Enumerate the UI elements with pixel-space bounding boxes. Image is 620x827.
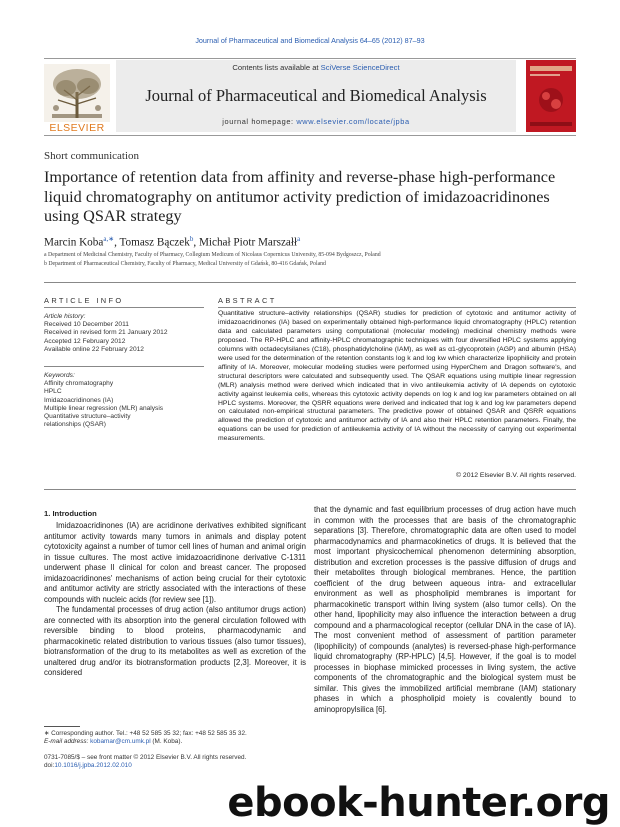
divider-rule	[44, 282, 576, 283]
history-label: Article history:	[44, 313, 86, 320]
abstract-copyright: © 2012 Elsevier B.V. All rights reserved.	[456, 472, 576, 479]
abstract-rule	[218, 307, 576, 308]
contents-line	[116, 63, 516, 72]
intro-left-column	[44, 521, 306, 679]
body-divider-rule	[44, 489, 576, 490]
intro-paragraph-2: The fundamental processes of drug action (also antitumor drugs action) are connected with its absorption into the general circulation followed with reversible binding to blood proteins, pharmacodynamic and pharmacokinetic related distribution to various tissues (also tumor tissues), biotransformation of the drug to its metabolites as well as excretion of the unaltered drug and/or its biotransformation products [2,3]. Moreover, it is considered	[44, 605, 306, 677]
intro-right-column	[314, 505, 576, 715]
author-name[interactable]: Michał Piotr Marszałł	[198, 236, 298, 249]
publisher-name: ELSEVIER	[49, 122, 105, 134]
sciencedirect-link[interactable]: SciVerse ScienceDirect	[320, 63, 400, 72]
email-label: E-mail address:	[44, 738, 91, 746]
publication-info	[44, 754, 344, 771]
article-history	[44, 313, 214, 354]
doi-prefix: doi:	[44, 762, 55, 770]
article-info-heading: ARTICLE INFO	[44, 296, 124, 305]
section-type: Short communication	[44, 150, 140, 162]
issn-line: 0731-7085/$ – see front matter © 2012 Elsevier B.V. All rights reserved.	[44, 754, 247, 761]
affiliation-a: a Department of Medicinal Chemistry, Faculty of Pharmacy, Collegium Medicum of Nicolaus Copernicus University, 85-094 Bydgoszcz, Poland	[44, 252, 381, 258]
homepage-link[interactable]: www.elsevier.com/locate/jpba	[296, 117, 410, 126]
author-name[interactable]: Tomasz Bączek	[119, 236, 190, 249]
footnote-email-line	[44, 738, 304, 746]
keywords-rule	[44, 366, 204, 367]
author-marks[interactable]: b	[189, 235, 194, 243]
footnote-rule	[44, 726, 80, 727]
author-list	[44, 235, 576, 249]
abstract-heading: ABSTRACT	[218, 296, 277, 305]
keywords-block	[44, 372, 214, 429]
intro-paragraph-3: that the dynamic and fast equilibrium processes of drug action have much in common with the processes that are basis of the chromatographic separations [3]. Therefore, chromatographic data are often used to model pharmacodynamics and pharmacokinetics of drugs. It is believed that the most important physicochemical phenomenon determining absorption, distribution and excretion processes is the passive diffusion of drugs and their metabolites through biological membranes. Hence, the partition coefficient of the drug between aqueous intra- and extracellular environment as well as phospholipid membranes is important for pharmacokinetic transport within living system (also tumor cells). On the other hand, lipophilicity may also influence the interaction between a drug compound and a pharmacological receptor (cellular DNA in the case of IA). The most convenient method of assessment of partition parameter (lipophilicity) of compounds (analytes) is reversed-phase high-performance liquid chromatography (RP-HPLC) [4,5]. However, if the goal is to model processes in biophase mimicked processes in living system, the active components of the chromatographic and the biological system must be similar. This gives the immobilized artificial membrane (IAM) stationary phases in which a phospholipid moiety is covalently bound to aminopropylsilica [6].	[314, 505, 576, 714]
email-suffix: (M. Koba).	[150, 738, 183, 746]
keyword: Imidazoacridinones (IA)	[44, 396, 114, 404]
keyword: Quantitative structure–activity	[44, 413, 131, 421]
author-marks[interactable]: a,∗	[103, 235, 115, 243]
homepage-prefix: journal homepage:	[222, 117, 297, 126]
history-revised: Received in revised form 21 January 2012	[44, 329, 168, 337]
author-separator: ,	[193, 236, 199, 249]
abstract-text: Quantitative structure–activity relationships (QSAR) studies for prediction of cytotoxic and antitumor activity of imidazoacridinones (IA) based on experimentally obtained high-performance liquid chromatography (HPLC) retention data and calculated parameters using computational (molecular modeling) medicinal chemistry methods were proposed. The RP-HPLC and affinity-HPLC chromatographic techniques with four diversified HPLC systems applying columns with octadecylsilanes (C18), phosphatidylcholine (IAM), as well as α1-glycoprotein (AGP) and albumin (HSA) were used for the determination of the retention constants log k and log kw which characterize lipophilicity and protein affinity of IA. Moreover, molecular modeling studies were performed using HyperChem and Dragon software's, and structural descriptors were calculated and subsequently used. The QSAR equations using multiple linear regression (MLR) analysis method were derived which indicated that in vivo antileukemia activity of IA depends on cytotoxic activity against leukemia cells, whereas this cytotoxic activity depends on log k and log kw parameters obtained on all HPLC systems. Moreover, the QSRR equations were derived and indicated that log k and log kw parameters depend on calculated non-empirical structural parameters. The predictive power of obtained QSAR and QSRR equations allowed the prediction of cytotoxic and antitumor activity of IA and also their HPLC retention parameters. Finally, the equations can be used for prediction of antileukemia activity of IA without the necessity of carrying out experimental measurements.	[218, 310, 576, 443]
author-marks[interactable]: a	[297, 235, 301, 243]
email-link[interactable]: kobamar@cm.umk.pl	[90, 738, 151, 746]
journal-homepage	[116, 117, 516, 126]
doi-link[interactable]: 10.1016/j.jpba.2012.02.010	[54, 762, 132, 770]
contents-prefix: Contents lists available at	[232, 63, 321, 72]
author-name[interactable]: Marcin Koba	[44, 236, 104, 249]
journal-cover-thumbnail	[526, 60, 576, 132]
history-accepted: Accepted 12 February 2012	[44, 337, 126, 345]
corresponding-author-footnote	[44, 730, 304, 746]
history-online: Available online 22 February 2012	[44, 345, 144, 353]
doi-line	[44, 762, 344, 770]
journal-title: Journal of Pharmaceutical and Biomedical Analysis	[145, 86, 487, 105]
keyword: Multiple linear regression (MLR) analysis	[44, 404, 164, 412]
intro-paragraph-1: Imidazoacridinones (IA) are acridinone derivatives exhibited significant antitumor activity towards many tumors in animals and display potent cytotoxicity against a number of tumor cell lines of human and animal origin in tissue cultures. The most active imidazoacridinone derivative C-1311 underwent phase II clinical for colon and breast cancer. The proposed imidazoacridinones' mechanisms of action being crucial for their cytotoxic and antitumor activity are strictly associated with the interactions of these compounds with nucleic acids (for review see [1]).	[44, 521, 306, 604]
journal-reference[interactable]: Journal of Pharmaceutical and Biomedical Analysis 64–65 (2012) 87–93	[195, 36, 425, 45]
keywords-label: Keywords:	[44, 372, 75, 379]
affiliation-b: b Department of Pharmaceutical Chemistry, Faculty of Pharmacy, Medical University of Gdańsk, 80-416 Gdańsk, Poland	[44, 261, 326, 267]
history-received: Received 10 December 2011	[44, 321, 129, 329]
watermark-text: ebook-hunter.org	[227, 780, 610, 826]
keyword: relationships (QSAR)	[44, 421, 106, 429]
author-separator: ,	[114, 236, 120, 249]
keyword: Affinity chromatography	[44, 380, 114, 388]
introduction-heading: 1. Introduction	[44, 509, 97, 518]
footnote-contact: ∗ Corresponding author. Tel.: +48 52 585 35 32; fax: +48 52 585 35 32.	[44, 730, 247, 737]
article-title: Importance of retention data from affinity and reverse-phase high-performance liquid chromatography on antitumor activity prediction of imidazoacridinones using QSAR strategy	[44, 168, 556, 225]
keyword: HPLC	[44, 388, 62, 396]
article-info-rule	[44, 307, 204, 308]
